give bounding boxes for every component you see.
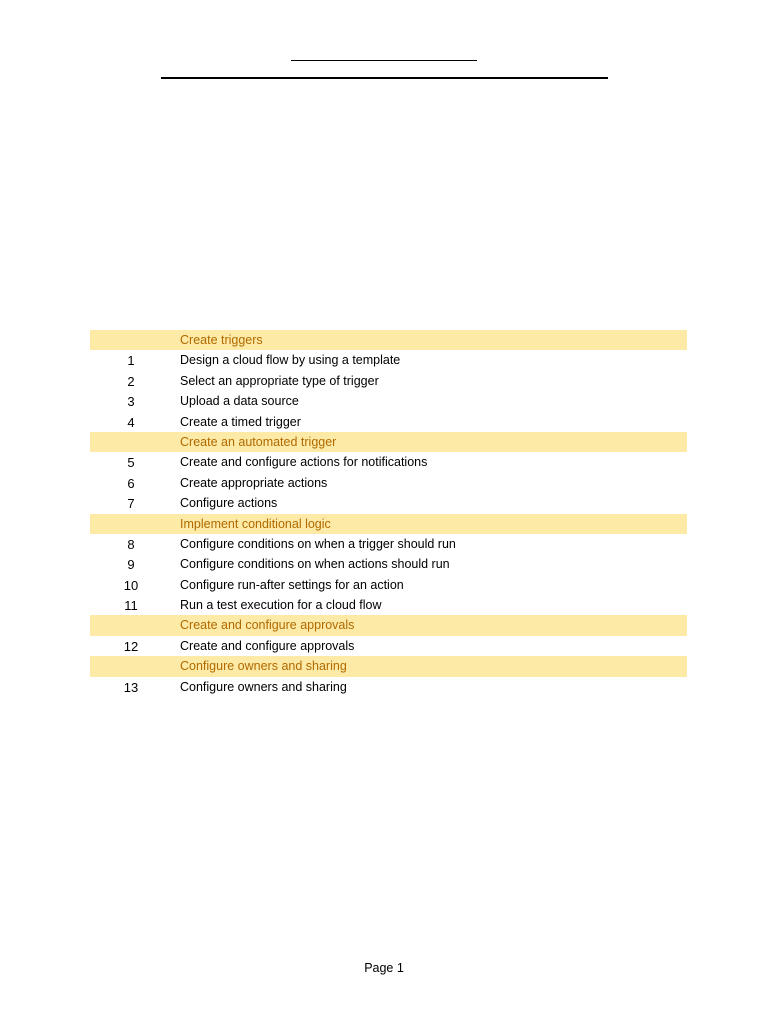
- row-number: 9: [127, 557, 135, 573]
- section-title: Create and configure approvals: [180, 618, 355, 633]
- row-number: 10: [123, 577, 139, 593]
- task-row: [90, 554, 687, 574]
- task-row: [90, 391, 687, 411]
- task-row: [90, 412, 687, 432]
- task-row: [90, 575, 687, 595]
- task-text: Create appropriate actions: [180, 475, 328, 490]
- task-row: [90, 595, 687, 615]
- task-row: [90, 493, 687, 513]
- task-text: Configure conditions on when actions should run: [180, 557, 450, 572]
- row-number: 8: [127, 536, 135, 552]
- section-title: Implement conditional logic: [180, 516, 331, 531]
- row-number: 5: [127, 455, 135, 471]
- task-row: [90, 677, 687, 697]
- task-row: [90, 534, 687, 554]
- row-number: 12: [123, 638, 139, 654]
- section-title: Create an automated trigger: [180, 434, 337, 449]
- task-text: Create and configure approvals: [180, 638, 355, 653]
- task-text: Configure actions: [180, 496, 278, 511]
- section-row: [90, 330, 687, 350]
- header-rule-long: [161, 77, 608, 79]
- task-row: [90, 452, 687, 472]
- section-title: Configure owners and sharing: [180, 659, 347, 674]
- task-text: Select an appropriate type of trigger: [180, 373, 379, 388]
- task-row: [90, 371, 687, 391]
- page-number: Page 1: [364, 961, 404, 975]
- row-number: 3: [127, 394, 135, 410]
- task-text: Configure owners and sharing: [180, 679, 347, 694]
- row-number: 13: [123, 679, 139, 695]
- task-text: Upload a data source: [180, 394, 299, 409]
- row-number: 1: [127, 353, 135, 369]
- row-number: 11: [124, 598, 138, 614]
- task-text: Create and configure actions for notifications: [180, 455, 428, 470]
- row-number: 6: [127, 475, 135, 491]
- section-row: [90, 432, 687, 452]
- section-row: [90, 514, 687, 534]
- task-row: [90, 350, 687, 370]
- section-row: [90, 615, 687, 635]
- task-text: Configure conditions on when a trigger should run: [180, 536, 456, 551]
- task-text: Run a test execution for a cloud flow: [180, 598, 382, 613]
- task-row: [90, 636, 687, 656]
- task-text: Configure run-after settings for an action: [180, 577, 404, 592]
- row-number: 4: [127, 414, 135, 430]
- task-row: [90, 473, 687, 493]
- row-number: 2: [127, 373, 135, 389]
- task-text: Create a timed trigger: [180, 414, 301, 429]
- task-table: [90, 330, 687, 697]
- section-row: [90, 656, 687, 676]
- section-title: Create triggers: [180, 333, 263, 347]
- row-number: 7: [127, 496, 135, 512]
- header-rule-short: [291, 60, 477, 61]
- task-text: Design a cloud flow by using a template: [180, 353, 401, 368]
